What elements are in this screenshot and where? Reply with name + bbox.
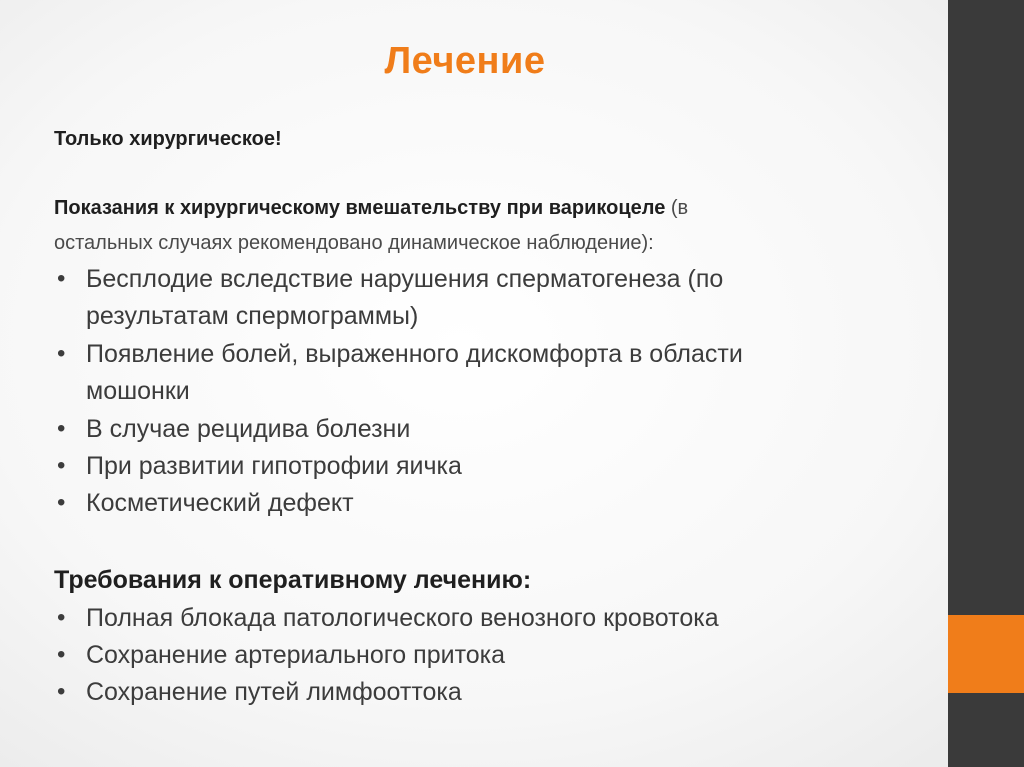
side-bar-decoration xyxy=(948,0,1024,767)
indication-item-3: В случае рецидива болезни xyxy=(86,415,411,443)
indication-item-1-line-1: Бесплодие вследствие нарушения сперматогенеза (по xyxy=(86,265,724,293)
indications-heading: Показания к хирургическому вмешательству при варикоцеле (в xyxy=(54,197,689,219)
requirement-item-3: Сохранение путей лимфооттока xyxy=(86,678,462,706)
requirement-item-2: Сохранение артериального притока xyxy=(86,641,506,669)
indication-item-1-line-2: результатам спермограммы) xyxy=(86,302,419,330)
indication-item-2-line-1: Появление болей, выраженного дискомфорта в области xyxy=(86,340,743,368)
indication-item-2-line-2: мошонки xyxy=(86,377,190,405)
slide-title: Лечение xyxy=(384,40,546,82)
bullet-7: • xyxy=(57,641,66,668)
bullet-4: • xyxy=(57,452,66,479)
bullet-6: • xyxy=(57,604,66,631)
indication-item-4: При развитии гипотрофии яичка xyxy=(86,452,462,480)
bullet-1: • xyxy=(57,265,66,292)
indications-heading-continued: остальных случаях рекомендовано динамическое наблюдение): xyxy=(54,232,654,254)
indication-item-5: Косметический дефект xyxy=(86,489,354,517)
bullet-5: • xyxy=(57,489,66,516)
requirement-item-1: Полная блокада патологического венозного кровотока xyxy=(86,604,719,632)
sidebar-accent-block xyxy=(948,615,1024,693)
bullet-8: • xyxy=(57,678,66,705)
bullet-3: • xyxy=(57,415,66,442)
requirements-heading: Требования к оперативному лечению: xyxy=(54,566,532,594)
bullet-2: • xyxy=(57,340,66,367)
only-surgical-text: Только хирургическое! xyxy=(54,128,282,150)
